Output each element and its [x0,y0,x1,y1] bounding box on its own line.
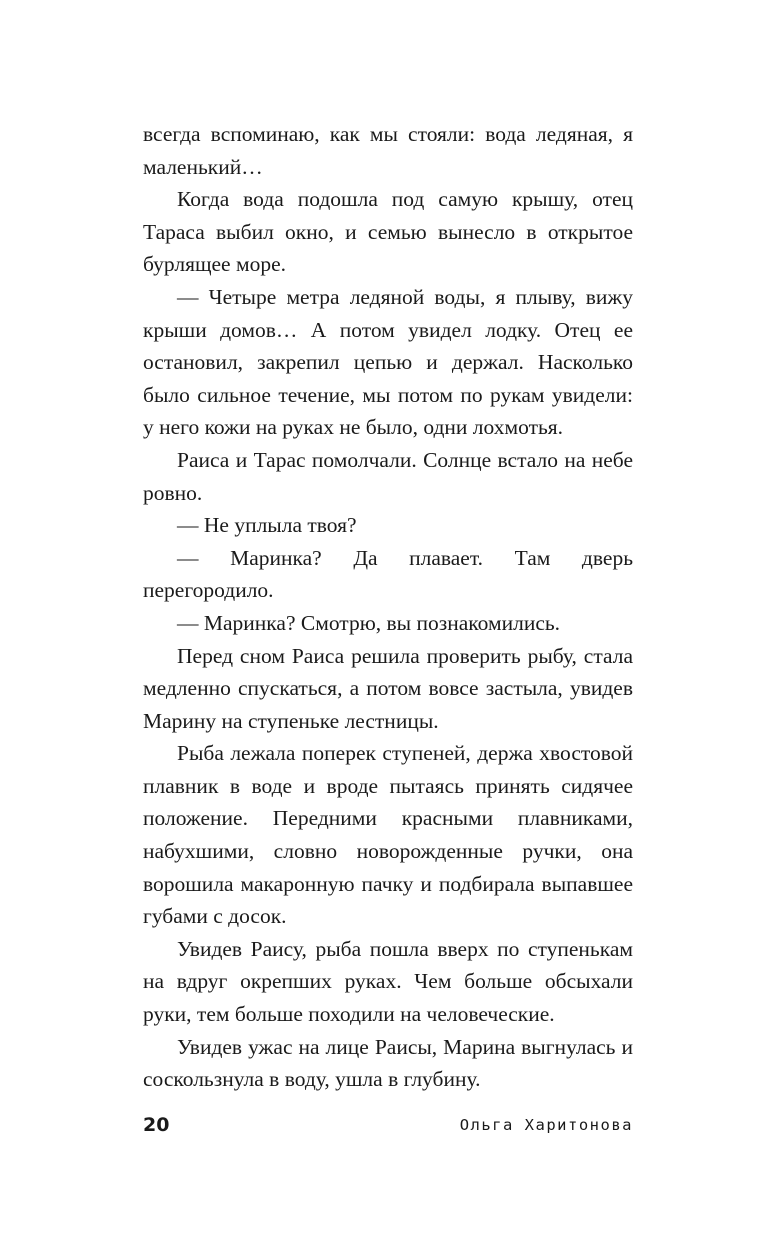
paragraph-6: — Маринка? Да плавает. Там дверь перегородило. [143,545,633,603]
page-number: 20 [143,1114,170,1136]
body-text [143,118,633,1096]
paragraph-2: Когда вода подошла под самую крышу, отец Тараса выбил окно, и семью вынесло в открытое бурлящее море. [143,187,633,277]
paragraph-8: Перед сном Раиса решила проверить рыбу, стала медленно спускаться, а потом вовсе застыла, увидев Марину на ступеньке лестницы. [143,643,633,733]
paragraph-7: — Маринка? Смотрю, вы познакомились. [177,610,561,635]
paragraph-4: Раиса и Тарас помолчали. Солнце встало на небе ровно. [143,447,633,505]
paragraph-3: — Четыре метра ледяной воды, я плыву, вижу крыши домов… А потом увидел лодку. Отец ее остановил, закрепил цепью и держал. Насколько было сильное течение, мы потом по рукам увидели: у него кожи на руках не было, одни лохмотья. [143,284,633,440]
paragraph-11: Увидев ужас на лице Раисы, Марина выгнулась и соскользнула в воду, ушла в глубину. [143,1034,633,1092]
paragraph-5: — Не уплыла твоя? [177,513,357,538]
paragraph-1: всегда вспоминаю, как мы стояли: вода ледяная, я маленький… [143,122,633,179]
running-header-author: Ольга Харитонова [459,1116,633,1134]
paragraph-10: Увидев Раису, рыба пошла вверх по ступенькам на вдруг окрепших руках. Чем больше обсыхали руки, тем больше походили на человеческие. [143,936,633,1027]
paragraph-9: Рыба лежала поперек ступеней, держа хвостовой плавник в воде и вроде пытаясь принять сидячее положение. Передними красными плавниками, набухшими, словно новорожденные ручки, она ворошила макаронную пачку и подбирала выпавшее губами с досок. [143,741,633,929]
page-footer [143,1112,633,1138]
